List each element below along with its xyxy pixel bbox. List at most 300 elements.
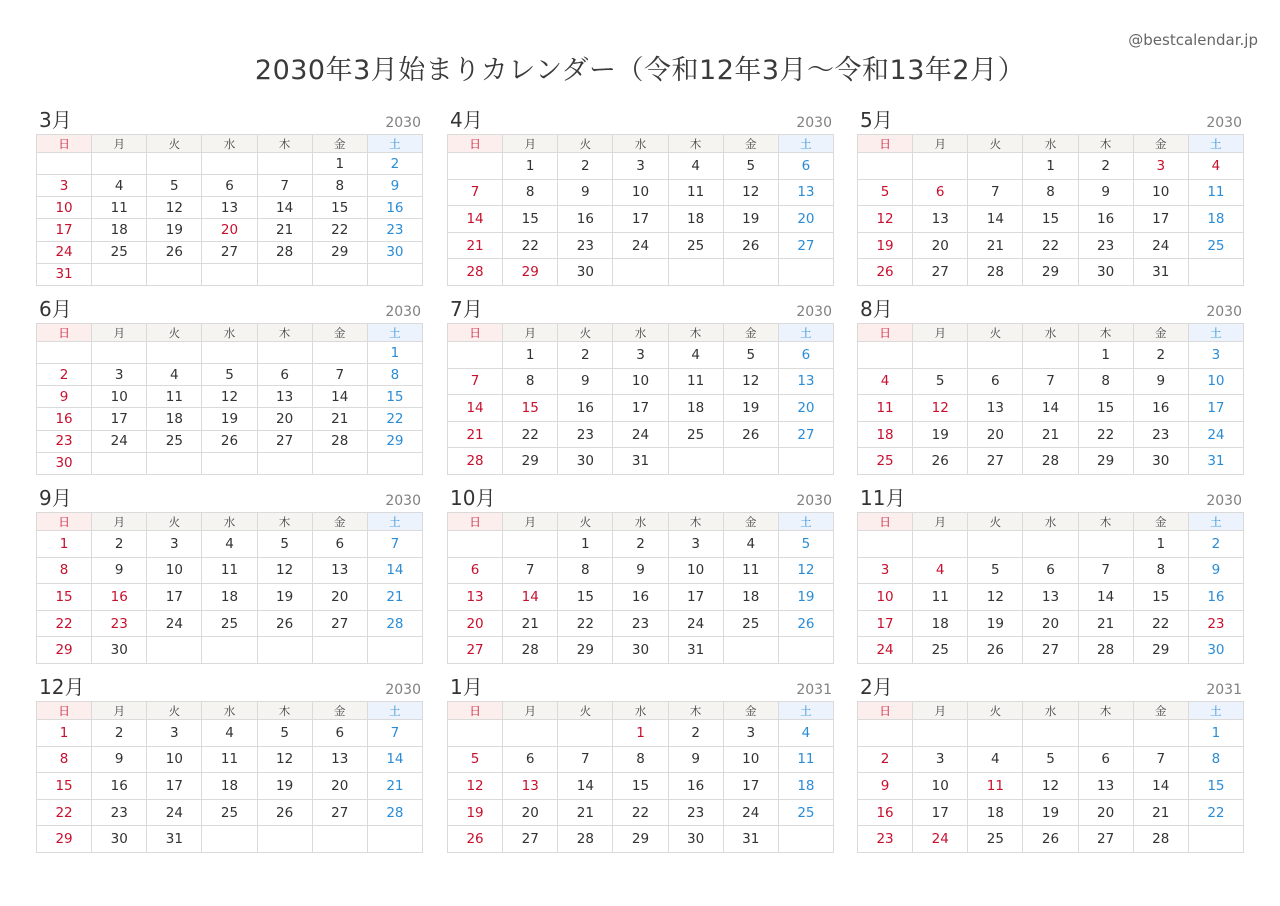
day-cell: 9 [558,368,613,395]
day-cell: 6 [913,179,968,206]
day-cell: 19 [968,610,1023,637]
day-cell: 20 [503,799,558,826]
weekday-header: 日 [37,135,92,153]
day-cell: 10 [37,197,92,219]
day-cell: 21 [1078,610,1133,637]
day-cell: 23 [858,826,913,853]
day-cell: 7 [1023,368,1078,395]
day-cell: 10 [723,746,778,773]
day-cell: 28 [968,259,1023,286]
day-cell: 31 [668,637,723,664]
day-cell: 16 [1188,584,1243,611]
day-cell: 21 [1023,421,1078,448]
day-cell: 7 [968,179,1023,206]
weekday-header: 木 [1078,702,1133,720]
day-cell: 24 [37,241,92,263]
empty-day-cell [778,259,833,286]
weekday-header: 土 [778,135,833,153]
week-row [448,826,834,853]
day-cell: 25 [1188,232,1243,259]
day-cell: 23 [92,610,147,637]
day-cell: 17 [1133,206,1188,233]
day-cell: 12 [858,206,913,233]
week-row [448,448,834,475]
weekday-header: 月 [92,135,147,153]
day-cell: 21 [312,408,367,430]
month-year: 2030 [796,493,832,509]
day-cell: 27 [778,421,833,448]
day-cell: 12 [778,557,833,584]
day-cell: 30 [558,259,613,286]
month-calendar [36,106,423,286]
day-cell: 29 [1133,637,1188,664]
day-cell: 20 [257,408,312,430]
day-cell: 25 [858,448,913,475]
day-cell: 30 [92,637,147,664]
day-cell: 13 [202,197,257,219]
month-calendar [447,106,834,286]
weekday-header: 水 [613,513,668,531]
week-row [858,153,1244,180]
week-row [37,408,423,430]
day-cell: 23 [37,430,92,452]
day-cell: 6 [202,175,257,197]
day-cell: 8 [613,746,668,773]
day-cell: 15 [503,206,558,233]
empty-day-cell [448,720,503,747]
day-cell: 19 [1023,799,1078,826]
weekday-header: 金 [312,702,367,720]
day-cell: 22 [1133,610,1188,637]
month-table [447,701,834,853]
day-cell: 5 [778,531,833,558]
weekday-header: 水 [613,702,668,720]
day-cell: 27 [503,826,558,853]
day-cell: 22 [503,421,558,448]
week-row [448,557,834,584]
empty-day-cell [257,263,312,285]
empty-day-cell [778,826,833,853]
day-cell: 13 [1023,584,1078,611]
empty-day-cell [312,452,367,474]
day-cell: 11 [858,395,913,422]
day-cell: 8 [1078,368,1133,395]
day-cell: 17 [913,799,968,826]
empty-day-cell [92,153,147,175]
week-row [37,219,423,241]
day-cell: 29 [1023,259,1078,286]
weekday-header: 金 [312,324,367,342]
day-cell: 18 [202,773,257,800]
weekday-header: 水 [613,324,668,342]
empty-day-cell [968,342,1023,369]
empty-day-cell [1188,259,1243,286]
day-cell: 11 [778,746,833,773]
day-cell: 30 [1078,259,1133,286]
empty-day-cell [367,263,422,285]
day-cell: 13 [448,584,503,611]
day-cell: 1 [1133,531,1188,558]
day-cell: 15 [558,584,613,611]
day-cell: 18 [668,206,723,233]
day-cell: 25 [92,241,147,263]
day-cell: 25 [723,610,778,637]
empty-day-cell [913,531,968,558]
month-year: 2030 [385,115,421,131]
day-cell: 4 [913,557,968,584]
day-cell: 16 [1078,206,1133,233]
day-cell: 30 [1188,637,1243,664]
day-cell: 15 [37,773,92,800]
month-year: 2030 [1206,304,1242,320]
day-cell: 19 [257,773,312,800]
day-cell: 25 [668,421,723,448]
week-row [37,637,423,664]
week-row [858,206,1244,233]
day-cell: 8 [503,179,558,206]
day-cell: 18 [968,799,1023,826]
day-cell: 12 [202,386,257,408]
day-cell: 13 [312,557,367,584]
day-cell: 28 [503,637,558,664]
weekday-header: 金 [1133,324,1188,342]
empty-day-cell [858,342,913,369]
weekday-header: 土 [367,135,422,153]
day-cell: 15 [503,395,558,422]
day-cell: 20 [312,584,367,611]
day-cell: 6 [778,342,833,369]
day-cell: 21 [448,421,503,448]
day-cell: 28 [558,826,613,853]
day-cell: 5 [723,153,778,180]
day-cell: 22 [37,799,92,826]
empty-day-cell [202,637,257,664]
day-cell: 6 [312,531,367,558]
day-cell: 12 [968,584,1023,611]
weekday-header: 水 [202,702,257,720]
day-cell: 9 [668,746,723,773]
day-cell: 14 [968,206,1023,233]
weekday-header: 月 [913,324,968,342]
empty-day-cell [312,826,367,853]
day-cell: 28 [1133,826,1188,853]
day-cell: 13 [778,179,833,206]
day-cell: 5 [1023,746,1078,773]
week-row [37,773,423,800]
day-cell: 30 [613,637,668,664]
day-cell: 29 [367,430,422,452]
day-cell: 4 [668,153,723,180]
day-cell: 30 [558,448,613,475]
day-cell: 17 [147,773,202,800]
day-cell: 12 [913,395,968,422]
day-cell: 10 [858,584,913,611]
weekday-header: 土 [1188,324,1243,342]
day-cell: 16 [558,206,613,233]
day-cell: 6 [312,720,367,747]
day-cell: 28 [312,430,367,452]
weekday-header: 金 [723,135,778,153]
day-cell: 4 [92,175,147,197]
weekday-header: 月 [92,702,147,720]
day-cell: 13 [257,386,312,408]
month-table [36,134,423,286]
day-cell: 26 [202,430,257,452]
day-cell: 24 [147,610,202,637]
day-cell: 19 [448,799,503,826]
day-cell: 23 [558,232,613,259]
day-cell: 1 [613,720,668,747]
day-cell: 3 [913,746,968,773]
day-cell: 13 [778,368,833,395]
day-cell: 4 [202,720,257,747]
day-cell: 12 [448,773,503,800]
day-cell: 26 [858,259,913,286]
day-cell: 31 [723,826,778,853]
day-cell: 14 [448,395,503,422]
empty-day-cell [312,263,367,285]
day-cell: 7 [503,557,558,584]
empty-day-cell [257,452,312,474]
week-row [37,826,423,853]
weekday-header: 月 [92,324,147,342]
day-cell: 11 [668,368,723,395]
day-cell: 14 [558,773,613,800]
day-cell: 19 [858,232,913,259]
day-cell: 29 [37,637,92,664]
day-cell: 10 [147,557,202,584]
day-cell: 20 [312,773,367,800]
day-cell: 15 [1133,584,1188,611]
weekday-header: 金 [723,702,778,720]
day-cell: 1 [503,342,558,369]
day-cell: 12 [147,197,202,219]
day-cell: 24 [1133,232,1188,259]
week-row [448,720,834,747]
weekday-header: 日 [858,513,913,531]
day-cell: 21 [968,232,1023,259]
day-cell: 18 [147,408,202,430]
day-cell: 14 [503,584,558,611]
empty-day-cell [858,720,913,747]
day-cell: 9 [1078,179,1133,206]
weekday-header: 土 [367,513,422,531]
day-cell: 13 [1078,773,1133,800]
day-cell: 16 [858,799,913,826]
weekday-header: 日 [37,324,92,342]
day-cell: 21 [367,773,422,800]
day-cell: 21 [257,219,312,241]
day-cell: 8 [367,364,422,386]
month-header [447,484,834,512]
day-cell: 20 [913,232,968,259]
weekday-header: 木 [1078,324,1133,342]
day-cell: 28 [1023,448,1078,475]
day-cell: 21 [1133,799,1188,826]
day-cell: 5 [913,368,968,395]
week-row [858,557,1244,584]
day-cell: 13 [913,206,968,233]
day-cell: 6 [448,557,503,584]
month-year: 2031 [796,682,832,698]
day-cell: 6 [1023,557,1078,584]
day-cell: 6 [257,364,312,386]
month-header [36,106,423,134]
day-cell: 4 [723,531,778,558]
day-cell: 12 [1023,773,1078,800]
day-cell: 15 [1188,773,1243,800]
weekday-header: 木 [257,135,312,153]
day-cell: 27 [312,610,367,637]
day-cell: 21 [448,232,503,259]
empty-day-cell [367,826,422,853]
day-cell: 1 [37,531,92,558]
month-table [857,512,1244,664]
weekday-header: 水 [202,324,257,342]
week-row [448,232,834,259]
day-cell: 15 [367,386,422,408]
empty-day-cell [147,263,202,285]
empty-day-cell [503,531,558,558]
day-cell: 1 [367,342,422,364]
day-cell: 25 [778,799,833,826]
day-cell: 5 [257,720,312,747]
day-cell: 24 [613,421,668,448]
week-row [858,720,1244,747]
weekday-header: 火 [558,513,613,531]
weekday-header: 水 [1023,702,1078,720]
weekday-header: 土 [778,513,833,531]
weekday-header: 日 [858,702,913,720]
day-cell: 31 [1133,259,1188,286]
weekday-header: 日 [448,702,503,720]
week-row [858,826,1244,853]
day-cell: 11 [968,773,1023,800]
day-cell: 18 [778,773,833,800]
day-cell: 21 [558,799,613,826]
day-cell: 3 [1133,153,1188,180]
day-cell: 19 [257,584,312,611]
site-credit: @bestcalendar.jp [1128,31,1258,49]
weekday-header: 水 [1023,135,1078,153]
day-cell: 4 [778,720,833,747]
weekday-header: 火 [147,513,202,531]
day-cell: 15 [37,584,92,611]
weekday-header: 金 [723,324,778,342]
week-row [37,175,423,197]
day-cell: 10 [913,773,968,800]
month-calendar [36,484,423,664]
month-table [857,323,1244,475]
day-cell: 23 [613,610,668,637]
page-title: 2030年3月始まりカレンダー（令和12年3月〜令和13年2月） [254,55,1026,86]
day-cell: 17 [147,584,202,611]
month-header [857,673,1244,701]
day-cell: 7 [558,746,613,773]
day-cell: 2 [613,531,668,558]
day-cell: 2 [37,364,92,386]
weekday-header: 水 [202,513,257,531]
day-cell: 22 [1078,421,1133,448]
week-row [448,584,834,611]
day-cell: 11 [92,197,147,219]
day-cell: 3 [668,531,723,558]
day-cell: 24 [668,610,723,637]
day-cell: 9 [1188,557,1243,584]
week-row [858,584,1244,611]
day-cell: 15 [1023,206,1078,233]
day-cell: 16 [613,584,668,611]
day-cell: 30 [668,826,723,853]
weekday-header: 水 [1023,513,1078,531]
day-cell: 17 [858,610,913,637]
weekday-header: 火 [558,324,613,342]
day-cell: 11 [913,584,968,611]
day-cell: 14 [312,386,367,408]
day-cell: 14 [448,206,503,233]
day-cell: 6 [778,153,833,180]
empty-day-cell [968,720,1023,747]
day-cell: 7 [257,175,312,197]
week-row [448,746,834,773]
weekday-header: 火 [147,702,202,720]
day-cell: 8 [503,368,558,395]
day-cell: 11 [668,179,723,206]
empty-day-cell [147,637,202,664]
day-cell: 17 [37,219,92,241]
week-row [858,342,1244,369]
day-cell: 17 [92,408,147,430]
week-row [37,430,423,452]
weekday-header: 日 [858,324,913,342]
empty-day-cell [147,342,202,364]
day-cell: 8 [558,557,613,584]
day-cell: 5 [968,557,1023,584]
day-cell: 16 [668,773,723,800]
day-cell: 18 [668,395,723,422]
day-cell: 20 [968,421,1023,448]
week-row [448,179,834,206]
month-calendar [36,673,423,853]
day-cell: 29 [37,826,92,853]
month-name: 10月 [450,486,496,510]
empty-day-cell [778,637,833,664]
month-calendar [447,484,834,664]
week-row [448,259,834,286]
weekday-header: 日 [37,702,92,720]
day-cell: 26 [723,232,778,259]
empty-day-cell [1133,720,1188,747]
day-cell: 16 [1133,395,1188,422]
week-row [37,799,423,826]
day-cell: 13 [503,773,558,800]
day-cell: 15 [613,773,668,800]
day-cell: 18 [723,584,778,611]
day-cell: 7 [367,531,422,558]
day-cell: 16 [558,395,613,422]
month-calendar [857,673,1244,853]
week-row [858,395,1244,422]
week-row [37,197,423,219]
day-cell: 24 [913,826,968,853]
month-header [857,106,1244,134]
month-calendar [857,484,1244,664]
weekday-header: 木 [668,135,723,153]
week-row [858,368,1244,395]
day-cell: 9 [367,175,422,197]
empty-day-cell [723,637,778,664]
day-cell: 1 [1078,342,1133,369]
